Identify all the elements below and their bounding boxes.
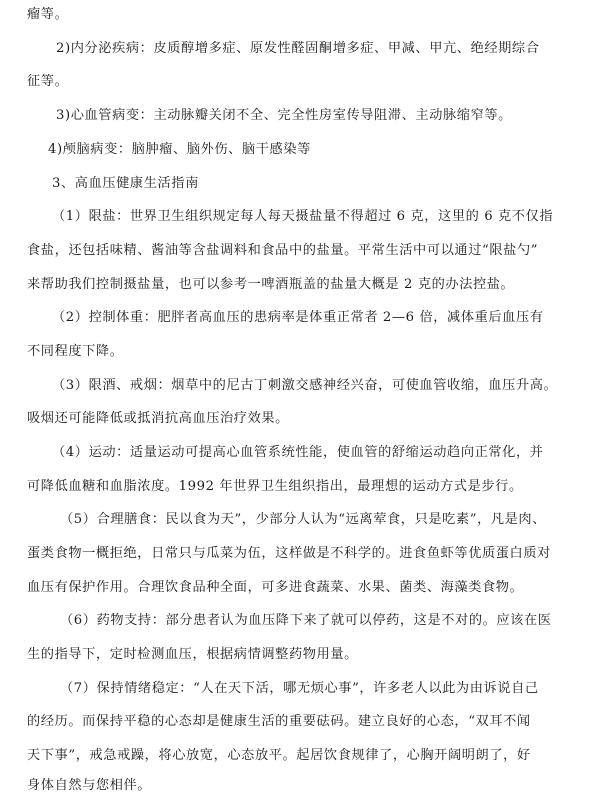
text-line-21: （7）保持情绪稳定：“人在天下活，哪无烦心事”，许多老人以此为由诉说自己 <box>60 681 539 696</box>
text-line-5: 4)颅脑病变：脑肿瘤、脑外伤、脑干感染等 <box>48 142 311 157</box>
text-line-13: 吸烟还可能降低或抵消抗高血压治疗效果。 <box>27 411 289 426</box>
text-line-20: 生的指导下，定时检测血压，根据病情调整药物用量。 <box>27 647 358 662</box>
text-line-17: 蛋类食物一概拒绝，日常只与瓜菜为伍，这样做是不科学的。进食鱼虾等优质蛋白质对 <box>27 546 551 561</box>
section-heading: 3、高血压健康生活指南 <box>52 176 199 191</box>
text-line-3: 征等。 <box>27 74 69 89</box>
text-line-10: （2）控制体重：肥胖者高血压的患病率是体重正常者 2—6 倍，减体重后血压有 <box>52 310 544 325</box>
text-line-1: 瘤等。 <box>27 7 69 22</box>
text-line-19: （6）药物支持：部分患者认为血压降下来了就可以停药，这是不对的。应该在医 <box>60 613 552 628</box>
text-line-2: 2)内分泌疾病：皮质醇增多症、原发性醛固酮增多症、甲减、甲亢、绝经期综合 <box>56 41 540 56</box>
text-line-12: （3）限酒、戒烟：烟草中的尼古丁刺激交感神经兴奋，可使血管收缩，血压升高。 <box>52 378 558 393</box>
text-line-23: 天下事”，戒急戒躁，将心放宽，心态放平。起居饮食规律了，心胸开阔明朗了，好 <box>27 748 531 763</box>
text-line-9: 来帮助我们控制摄盐量，也可以参考一啤酒瓶盖的盐量大概是 2 克的办法控盐。 <box>27 277 515 292</box>
text-line-7: （1）限盐：世界卫生组织规定每人每天摄盐量不得超过 6 克，这里的 6 克不仅指 <box>52 209 554 224</box>
text-line-22: 的经历。而保持平稳的心态却是健康生活的重要砝码。建立良好的心态，“双耳不闻 <box>27 714 531 729</box>
text-line-15: 可降低血糖和血脂浓度。1992 年世界卫生组织指出，最理想的运动方式是步行。 <box>27 479 523 494</box>
text-line-11: 不同程度下降。 <box>27 344 124 359</box>
text-line-18: 血压有保护作用。合理饮食品种全面，可多进食蔬菜、水果、菌类、海藻类食物。 <box>27 580 524 595</box>
text-line-4: 3)心血管病变：主动脉瓣关闭不全、完全性房室传导阻滞、主动脉缩窄等。 <box>56 108 512 123</box>
text-line-16: （5）合理膳食：民以食为天”，少部分人认为“远离荤食，只是吃素”，凡是肉、 <box>60 512 547 527</box>
text-line-24: 身体自然与您相伴。 <box>27 778 152 793</box>
text-line-14: （4）运动：适量运动可提高心血管系统性能，使血管的舒缩运动趋向正常化，并 <box>52 445 544 460</box>
text-line-8: 食盐，还包括味精、酱油等含盐调料和食品中的盐量。平常生活中可以通过“限盐勺” <box>27 243 539 258</box>
